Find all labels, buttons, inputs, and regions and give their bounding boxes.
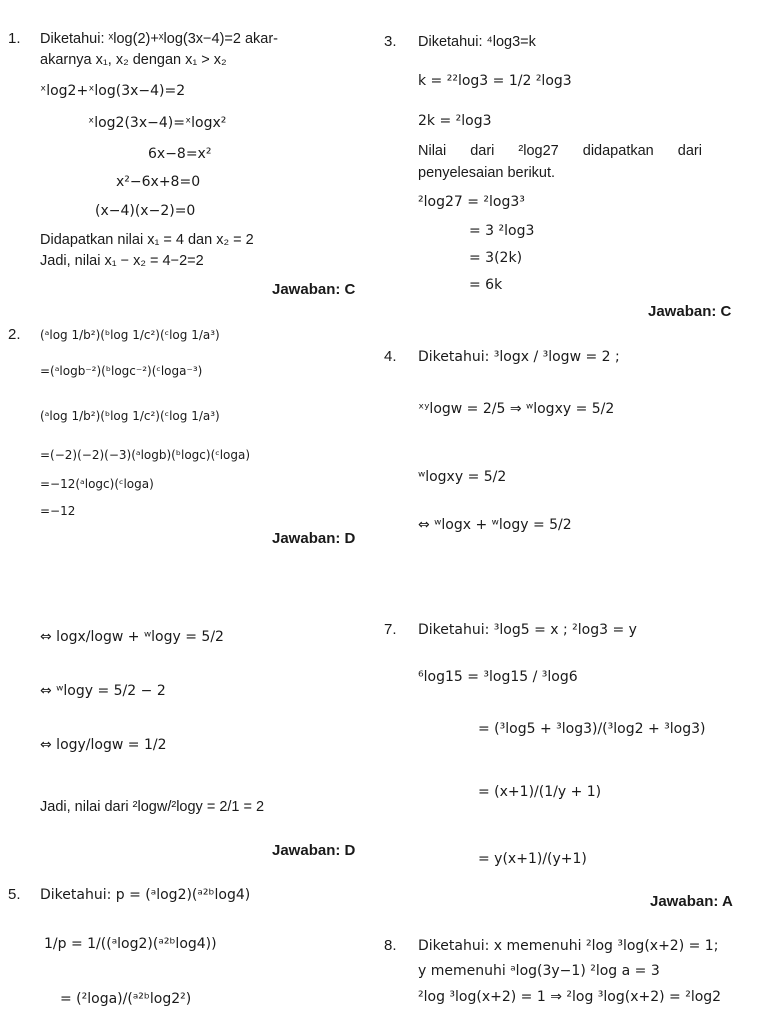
answer-label: Jawaban: C: [272, 281, 356, 298]
q3-line-5: penyelesaian berikut.: [418, 165, 556, 181]
q3-line-6: ²log27 = ²log3³: [418, 194, 525, 210]
q2-line-5: =−12(ᵃlogc)(ᶜloga): [40, 477, 154, 491]
q4-line-2: ˣʸlogw = 2/5 ⇒ ʷlogxy = 5/2: [418, 401, 615, 417]
q3-line-8: = 3(2k): [469, 250, 523, 266]
q7-line-2: ⁶log15 = ³log15 / ³log6: [418, 669, 578, 685]
answer-label: Jawaban: D: [272, 530, 356, 547]
q8-line-1: Diketahui: x memenuhi ²log ³log(x+2) = 1;: [418, 938, 719, 954]
question-number: 1.: [8, 30, 21, 47]
q1-line-6: x²−6x+8=0: [116, 174, 201, 190]
q2-line-2: =(ᵃlogb⁻²)(ᵇlogc⁻²)(ᶜloga⁻³): [40, 364, 203, 378]
q1-line-1: Diketahui: ˣlog(2)+ˣlog(3x−4)=2 akar-: [40, 31, 279, 47]
q1-line-3: ˣlog2+ˣlog(3x−4)=2: [40, 83, 186, 99]
q4-line-3: ʷlogxy = 5/2: [418, 469, 507, 485]
answer-label: Jawaban: A: [650, 893, 733, 910]
q4c-line-1: ⇔ logx/logw + ʷlogy = 5/2: [40, 629, 224, 645]
q7-line-5: = y(x+1)/(y+1): [478, 851, 587, 867]
question-number: 5.: [8, 886, 21, 903]
q3-line-3: 2k = ²log3: [418, 113, 492, 129]
q7-line-4: = (x+1)/(1/y + 1): [478, 784, 602, 800]
q1-line-8: Didapatkan nilai x₁ = 4 dan x₂ = 2: [40, 232, 254, 248]
q1-line-5: 6x−8=x²: [148, 146, 212, 162]
question-number: 7.: [384, 621, 397, 638]
q4c-line-4: Jadi, nilai dari ²logw/²logy = 2/1 = 2: [40, 799, 265, 815]
q4-line-4: ⇔ ʷlogx + ʷlogy = 5/2: [418, 517, 572, 533]
q2-line-1: (ᵃlog 1/b²)(ᵇlog 1/c²)(ᶜlog 1/a³): [40, 328, 220, 342]
q7-line-1: Diketahui: ³log5 = x ; ²log3 = y: [418, 622, 637, 638]
q3-line-1: Diketahui: ⁴log3=k: [418, 34, 536, 50]
q2-line-6: =−12: [40, 504, 76, 518]
q3-line-2: k = ²²log3 = 1/2 ²log3: [418, 73, 572, 89]
q1-line-4: ˣlog2(3x−4)=ˣlogx²: [88, 115, 227, 131]
q5-line-2: 1/p = 1/((ᵃlog2)(ᵃ²ᵇlog4)): [44, 936, 217, 952]
q4c-line-3: ⇔ logy/logw = 1/2: [40, 737, 167, 753]
answer-label: Jawaban: D: [272, 842, 356, 859]
q3-line-9: = 6k: [469, 277, 503, 293]
q4-line-1: Diketahui: ³logx / ³logw = 2 ;: [418, 349, 620, 365]
question-number: 2.: [8, 326, 21, 343]
question-number: 3.: [384, 33, 397, 50]
q1-line-7: (x−4)(x−2)=0: [95, 203, 196, 219]
q8-line-3: ²log ³log(x+2) = 1 ⇒ ²log ³log(x+2) = ²log2: [418, 989, 722, 1005]
question-number: 4.: [384, 348, 397, 365]
q7-line-3: = (³log5 + ³log3)/(³log2 + ³log3): [478, 721, 706, 737]
q2-line-3: (ᵃlog 1/b²)(ᵇlog 1/c²)(ᶜlog 1/a³): [40, 409, 220, 423]
q1-line-2: akarnya x₁, x₂ dengan x₁ > x₂: [40, 52, 227, 68]
q1-line-9: Jadi, nilai x₁ − x₂ = 4−2=2: [40, 253, 204, 269]
q2-line-4: =(−2)(−2)(−3)(ᵃlogb)(ᵇlogc)(ᶜloga): [40, 448, 251, 462]
q4c-line-2: ⇔ ʷlogy = 5/2 − 2: [40, 683, 166, 699]
q3-line-7: = 3 ²log3: [469, 223, 535, 239]
answer-label: Jawaban: C: [648, 303, 732, 320]
q3-line-4: Nilai dari ²log27 didapatkan dari: [418, 143, 702, 159]
q8-line-2: y memenuhi ᵃlog(3y−1) ²log a = 3: [418, 963, 660, 979]
q5-line-3: = (²loga)/(ᵃ²ᵇlog2²): [60, 991, 192, 1007]
q5-line-1: Diketahui: p = (ᵃlog2)(ᵃ²ᵇlog4): [40, 887, 251, 903]
question-number: 8.: [384, 937, 397, 954]
